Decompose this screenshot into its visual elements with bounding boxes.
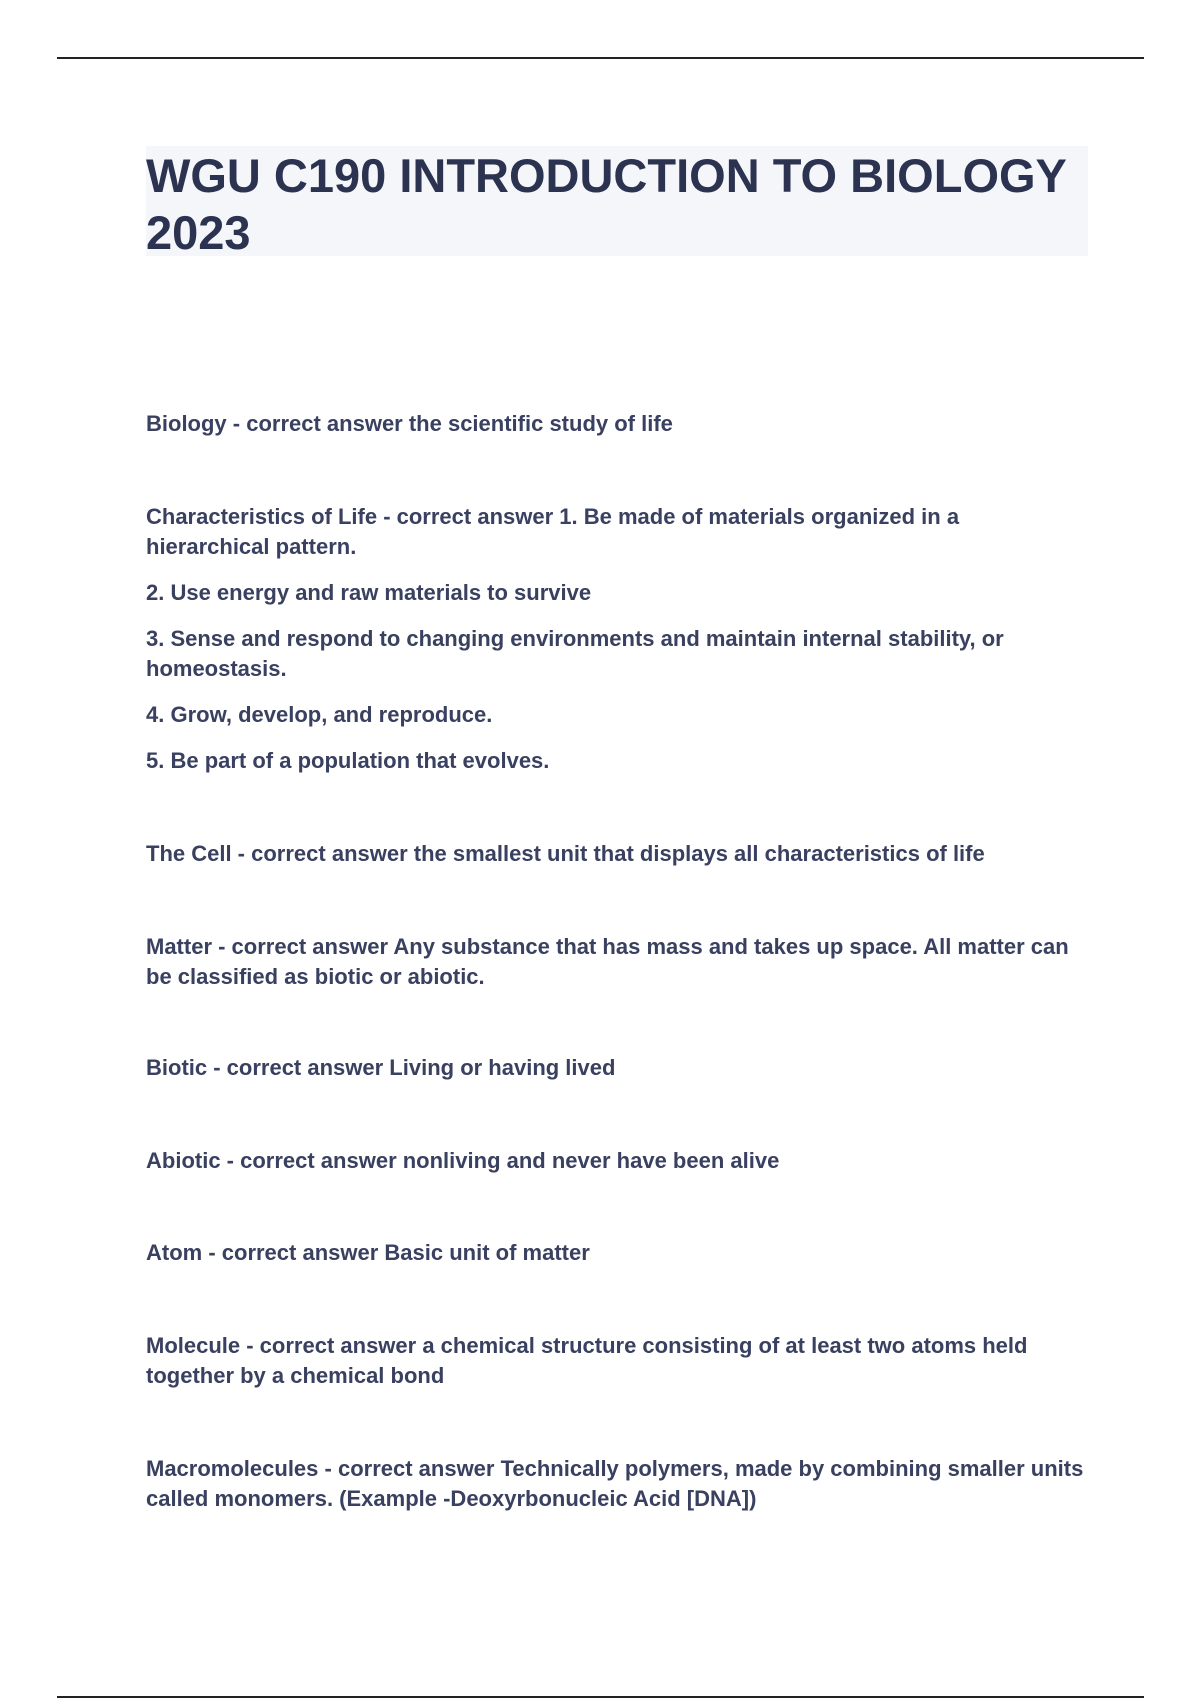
top-rule xyxy=(57,57,1144,59)
entry-line: Matter - correct answer Any substance that has mass and takes up space. All matter can be classified as biotic or abiotic. xyxy=(146,934,1069,989)
entry-biotic xyxy=(146,1053,1088,1083)
entry-line: Atom - correct answer Basic unit of matter xyxy=(146,1240,590,1265)
entry-matter xyxy=(146,932,1088,992)
entry-line: The Cell - correct answer the smallest unit that displays all characteristics of life xyxy=(146,841,985,866)
entry-macromolecules xyxy=(146,1454,1088,1514)
entry-line: 4. Grow, develop, and reproduce. xyxy=(146,702,493,727)
title-block xyxy=(146,146,1088,259)
entry-line: Biology - correct answer the scientific study of life xyxy=(146,411,673,436)
entry-line: Biotic - correct answer Living or having lived xyxy=(146,1055,616,1080)
entry-line: 2. Use energy and raw materials to survive xyxy=(146,580,592,605)
entry-line: Molecule - correct answer a chemical structure consisting of at least two atoms held together by a chemical bond xyxy=(146,1333,1028,1388)
document-title: WGU C190 INTRODUCTION TO BIOLOGY 2023 xyxy=(146,149,1067,259)
entry-abiotic xyxy=(146,1146,1088,1176)
entry-the-cell xyxy=(146,839,1088,869)
bottom-rule xyxy=(57,1696,1144,1698)
entry-line: Abiotic - correct answer nonliving and never have been alive xyxy=(146,1148,780,1173)
document-body xyxy=(146,146,1088,1511)
entry-atom xyxy=(146,1238,1088,1268)
entry-line: 3. Sense and respond to changing environments and maintain internal stability, or homeostasis. xyxy=(146,626,1004,681)
entry-line: Characteristics of Life - correct answer 1. Be made of materials organized in a hierarchical pattern. xyxy=(146,504,960,559)
entry-molecule xyxy=(146,1331,1088,1391)
entry-line: 5. Be part of a population that evolves. xyxy=(146,748,550,773)
entry-biology xyxy=(146,409,1088,439)
entry-characteristics-of-life xyxy=(146,502,1088,776)
entry-line: Macromolecules - correct answer Technically polymers, made by combining smaller units called monomers. (Example -Deoxyrbonucleic Acid [DNA]) xyxy=(146,1456,1084,1511)
